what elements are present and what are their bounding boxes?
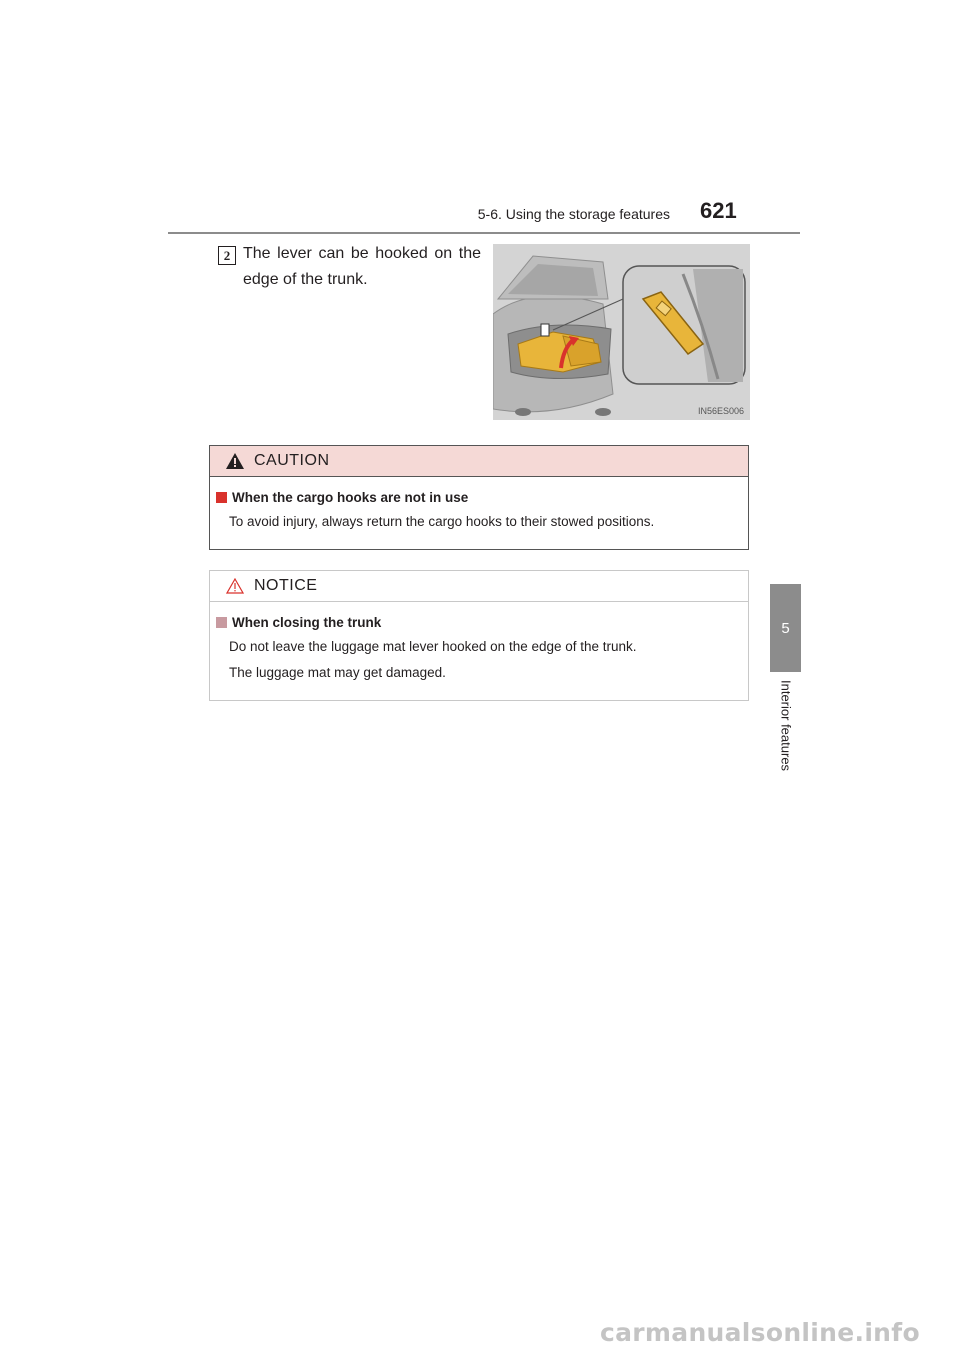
notice-item — [210, 602, 748, 682]
notice-item-title-row — [216, 615, 748, 630]
caution-item — [210, 477, 748, 531]
trunk-illustration-svg — [493, 244, 750, 420]
header-divider — [168, 232, 800, 234]
notice-item-text-1: Do not leave the luggage mat lever hooked on the edge of the trunk. — [229, 639, 637, 654]
notice-box — [209, 570, 749, 701]
notice-item-title: When closing the trunk — [232, 615, 382, 630]
page-number: 621 — [700, 198, 737, 223]
caution-header — [210, 446, 748, 477]
chapter-title: Interior features — [778, 680, 794, 772]
caution-item-title-row — [216, 490, 748, 505]
header-section-title: 5-6. Using the storage features — [477, 206, 670, 222]
notice-header — [210, 571, 748, 602]
notice-item-text-2: The luggage mat may get damaged. — [229, 665, 446, 680]
notice-title: NOTICE — [254, 577, 318, 594]
square-bullet-icon — [216, 617, 227, 628]
warning-triangle-icon — [226, 453, 244, 469]
caution-title: CAUTION — [254, 452, 330, 469]
square-bullet-icon — [216, 492, 227, 503]
caution-item-title: When the cargo hooks are not in use — [232, 490, 469, 505]
caution-item-text: To avoid injury, always return the cargo hooks to their stowed positions. — [229, 514, 655, 529]
chapter-number: 5 — [781, 619, 790, 637]
caution-box — [209, 445, 749, 550]
illustration-code: IN56ES006 — [697, 406, 744, 416]
chapter-tab[interactable] — [770, 584, 801, 672]
step-number-badge: 2 — [218, 246, 236, 265]
trunk-illustration — [493, 244, 750, 420]
step-text: The lever can be hooked on the edge of the trunk. — [243, 245, 481, 288]
site-watermark: carmanualsonline.info — [600, 1318, 920, 1347]
warning-triangle-outline-icon — [226, 578, 244, 594]
